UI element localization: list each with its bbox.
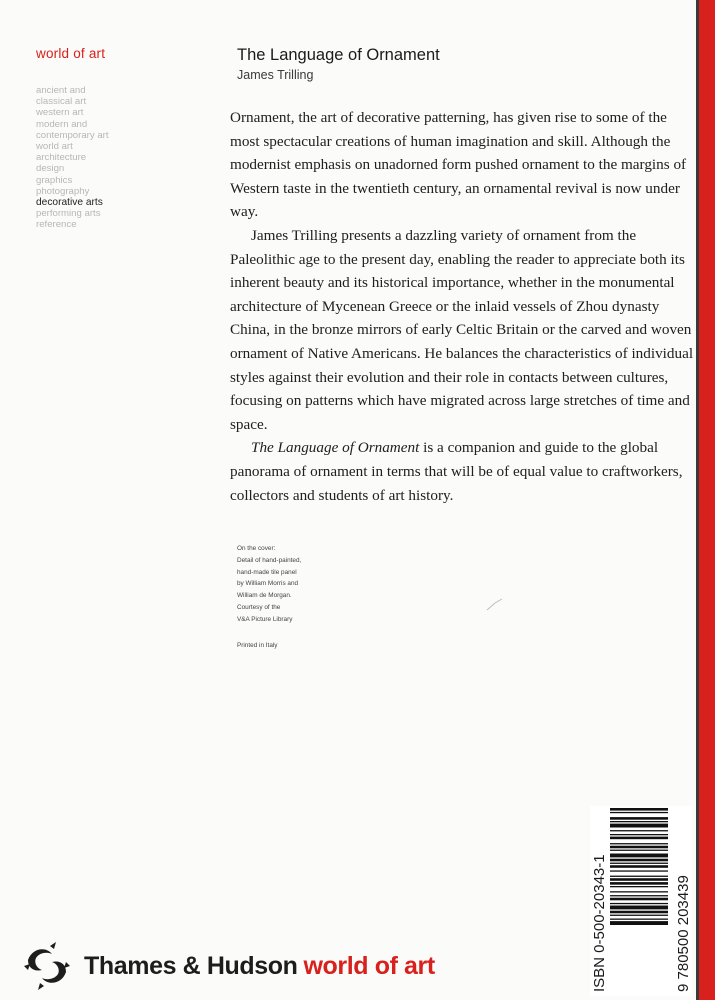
credit-line: hand-made tile panel (237, 568, 297, 576)
barcode-digits: 9 780500 203439 (675, 875, 692, 992)
isbn-barcode (590, 806, 692, 996)
credit-line: V&A Picture Library (237, 615, 293, 623)
cover-credits (237, 543, 377, 626)
credit-line: Detail of hand-painted, (237, 556, 302, 564)
category-item: decorative arts (36, 197, 103, 209)
isbn-label: ISBN 0-500-20343-1 (591, 854, 608, 992)
category-item: world art (36, 141, 73, 153)
category-list (36, 85, 166, 231)
blurb-paragraph-3 (230, 436, 697, 507)
category-item: ancient and classical art (36, 85, 87, 108)
barcode-graphic (590, 806, 692, 996)
category-item: design (36, 163, 65, 175)
credit-line: On the cover: (237, 545, 276, 552)
spine-red-edge (699, 0, 715, 1000)
blurb-paragraph-3-text: is a companion and guide to the global panorama of ornament in terms that will be of equal value to craftworkers, collectors and students of art history. (230, 439, 683, 504)
credit-line: by William Morris and (237, 580, 299, 588)
series-sidebar (36, 46, 166, 231)
category-item: modern and contemporary art (36, 118, 109, 141)
blurb-paragraph-2: James Trilling presents a dazzling variety of ornament from the Paleolithic age to the present day, enabling the reader to appreciate both its inherent beauty and its historical importance, whether in the monumental architecture of Mycenean Greece or the inlaid vessels of Zhou dynasty China, in the bronze mirrors of early Celtic Britain or the carved and woven ornament of Native Americans. He balances the characteristics of individual styles against their evolution and their role in contacts between cultures, focusing on patterns which have migrated across large stretches of time and space. (230, 226, 694, 433)
book-blurb (230, 106, 697, 507)
category-item: performing arts (36, 208, 101, 220)
category-item: western art (36, 107, 84, 119)
category-item: graphics (36, 174, 73, 186)
blurb-paragraph-1: Ornament, the art of decorative patterning, has given rise to some of the most spectacular creations of human imagination and skill. Although the modernist emphasis on unadorned form pushed ornament to the margins of Western taste in the twentieth century, an ornamental revival is now under way. (230, 109, 687, 221)
credit-line: Courtesy of the (237, 603, 281, 611)
credit-line: William de Morgan. (237, 592, 292, 600)
dolphin-logo-icon (20, 940, 74, 992)
scratch-mark (485, 596, 505, 612)
category-item: reference (36, 219, 77, 231)
blurb-book-title: The Language of Ornament (251, 439, 420, 457)
book-header (237, 44, 677, 84)
printed-in-note: Printed in Italy (237, 642, 278, 649)
publisher-name: Thames & Hudson (84, 951, 298, 980)
category-item: photography (36, 185, 90, 197)
book-title: The Language of Ornament (237, 46, 440, 64)
barcode-bars (610, 808, 668, 925)
publisher-logo (20, 940, 435, 992)
series-title: world of art (36, 46, 106, 61)
category-item: architecture (36, 152, 87, 164)
author-name: James Trilling (237, 68, 314, 82)
publisher-series-name: world of art (303, 951, 435, 980)
